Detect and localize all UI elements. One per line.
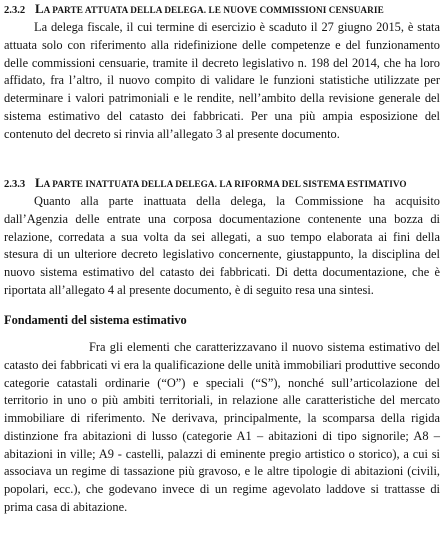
section-number: 2.3.2: [4, 5, 26, 16]
section-2-3-3: [4, 176, 440, 300]
section-paragraph: Fra gli elementi che caratterizzavano il nuovo sistema estimativo del catasto dei fabbricati vi era la qualificazione delle unità immobiliari produttive secondo categorie catastali ordinarie (“O”) e speciali (“S”), nonché sull’articolazione del territorio in uno o più ambiti territoriali, in relazione alle caratteristiche del mercato immobiliare di riferimento. Ne derivava, principalmente, la scomparsa della rigida distinzione fra abitazioni di lusso (categorie A1 – abitazioni di tipo signorile; A8 – abitazioni in ville; A9 - castelli, palazzi di eminente pregio artistico o storico), a cui si associava un regime di tassazione più gravoso, e le altre tipologie di abitazioni (civili, popolari, ecc.), che godevano invece di un regime agevolato laddove si trattasse di prima casa di abitazione.: [4, 340, 440, 514]
section-title: A PARTE INATTUATA DELLA DELEGA. LA RIFORMA DEL SISTEMA ESTIMATIVO: [43, 179, 407, 189]
subsection-heading: Fondamenti del sistema estimativo: [4, 313, 187, 327]
section-paragraph: Quanto alla parte inattuata della delega, la Commissione ha acquisito dall’Agenzia delle entrate una corposa documentazione contenente una bozza di relazione, corredata a sua volta da sei allegati, a suo tempo elaborata ai fini della stesura di un ulteriore decreto legislativo concernente, giustappunto, la disciplina del nuovo sistema estimativo del catasto dei fabbricati. Di detta documentazione, che è riportata all’allegato 4 al presente documento, è di seguito resa una sintesi.: [4, 194, 440, 297]
section-title-initial: L: [35, 175, 44, 190]
section-heading: [4, 2, 440, 18]
section-number: 2.3.3: [4, 179, 26, 190]
section-2-3-2: [4, 2, 440, 143]
section-fondamenti: [4, 339, 440, 517]
section-title: A PARTE ATTUATA DELLA DELEGA. LE NUOVE COMMISSIONI CENSUARIE: [43, 5, 384, 15]
section-paragraph: La delega fiscale, il cui termine di esercizio è scaduto il 27 giugno 2015, è stata attuata solo con riferimento alla ridefinizione delle competenze e del funzionamento delle commissioni censuarie, tramite il decreto legislativo n. 198 del 2014, che ha loro affidato, fra l’altro, il nuovo compito di validare le funzioni statistiche utilizzate per determinare i valori patrimoniali e le rendite, nell’ambito della revisione generale del sistema estimativo del catasto dei fabbricati. Per una più ampia esposizione del contenuto del decreto si rinvia all’allegato 3 al presente documento.: [4, 20, 440, 141]
section-heading: [4, 176, 440, 192]
section-title-initial: L: [35, 1, 44, 16]
